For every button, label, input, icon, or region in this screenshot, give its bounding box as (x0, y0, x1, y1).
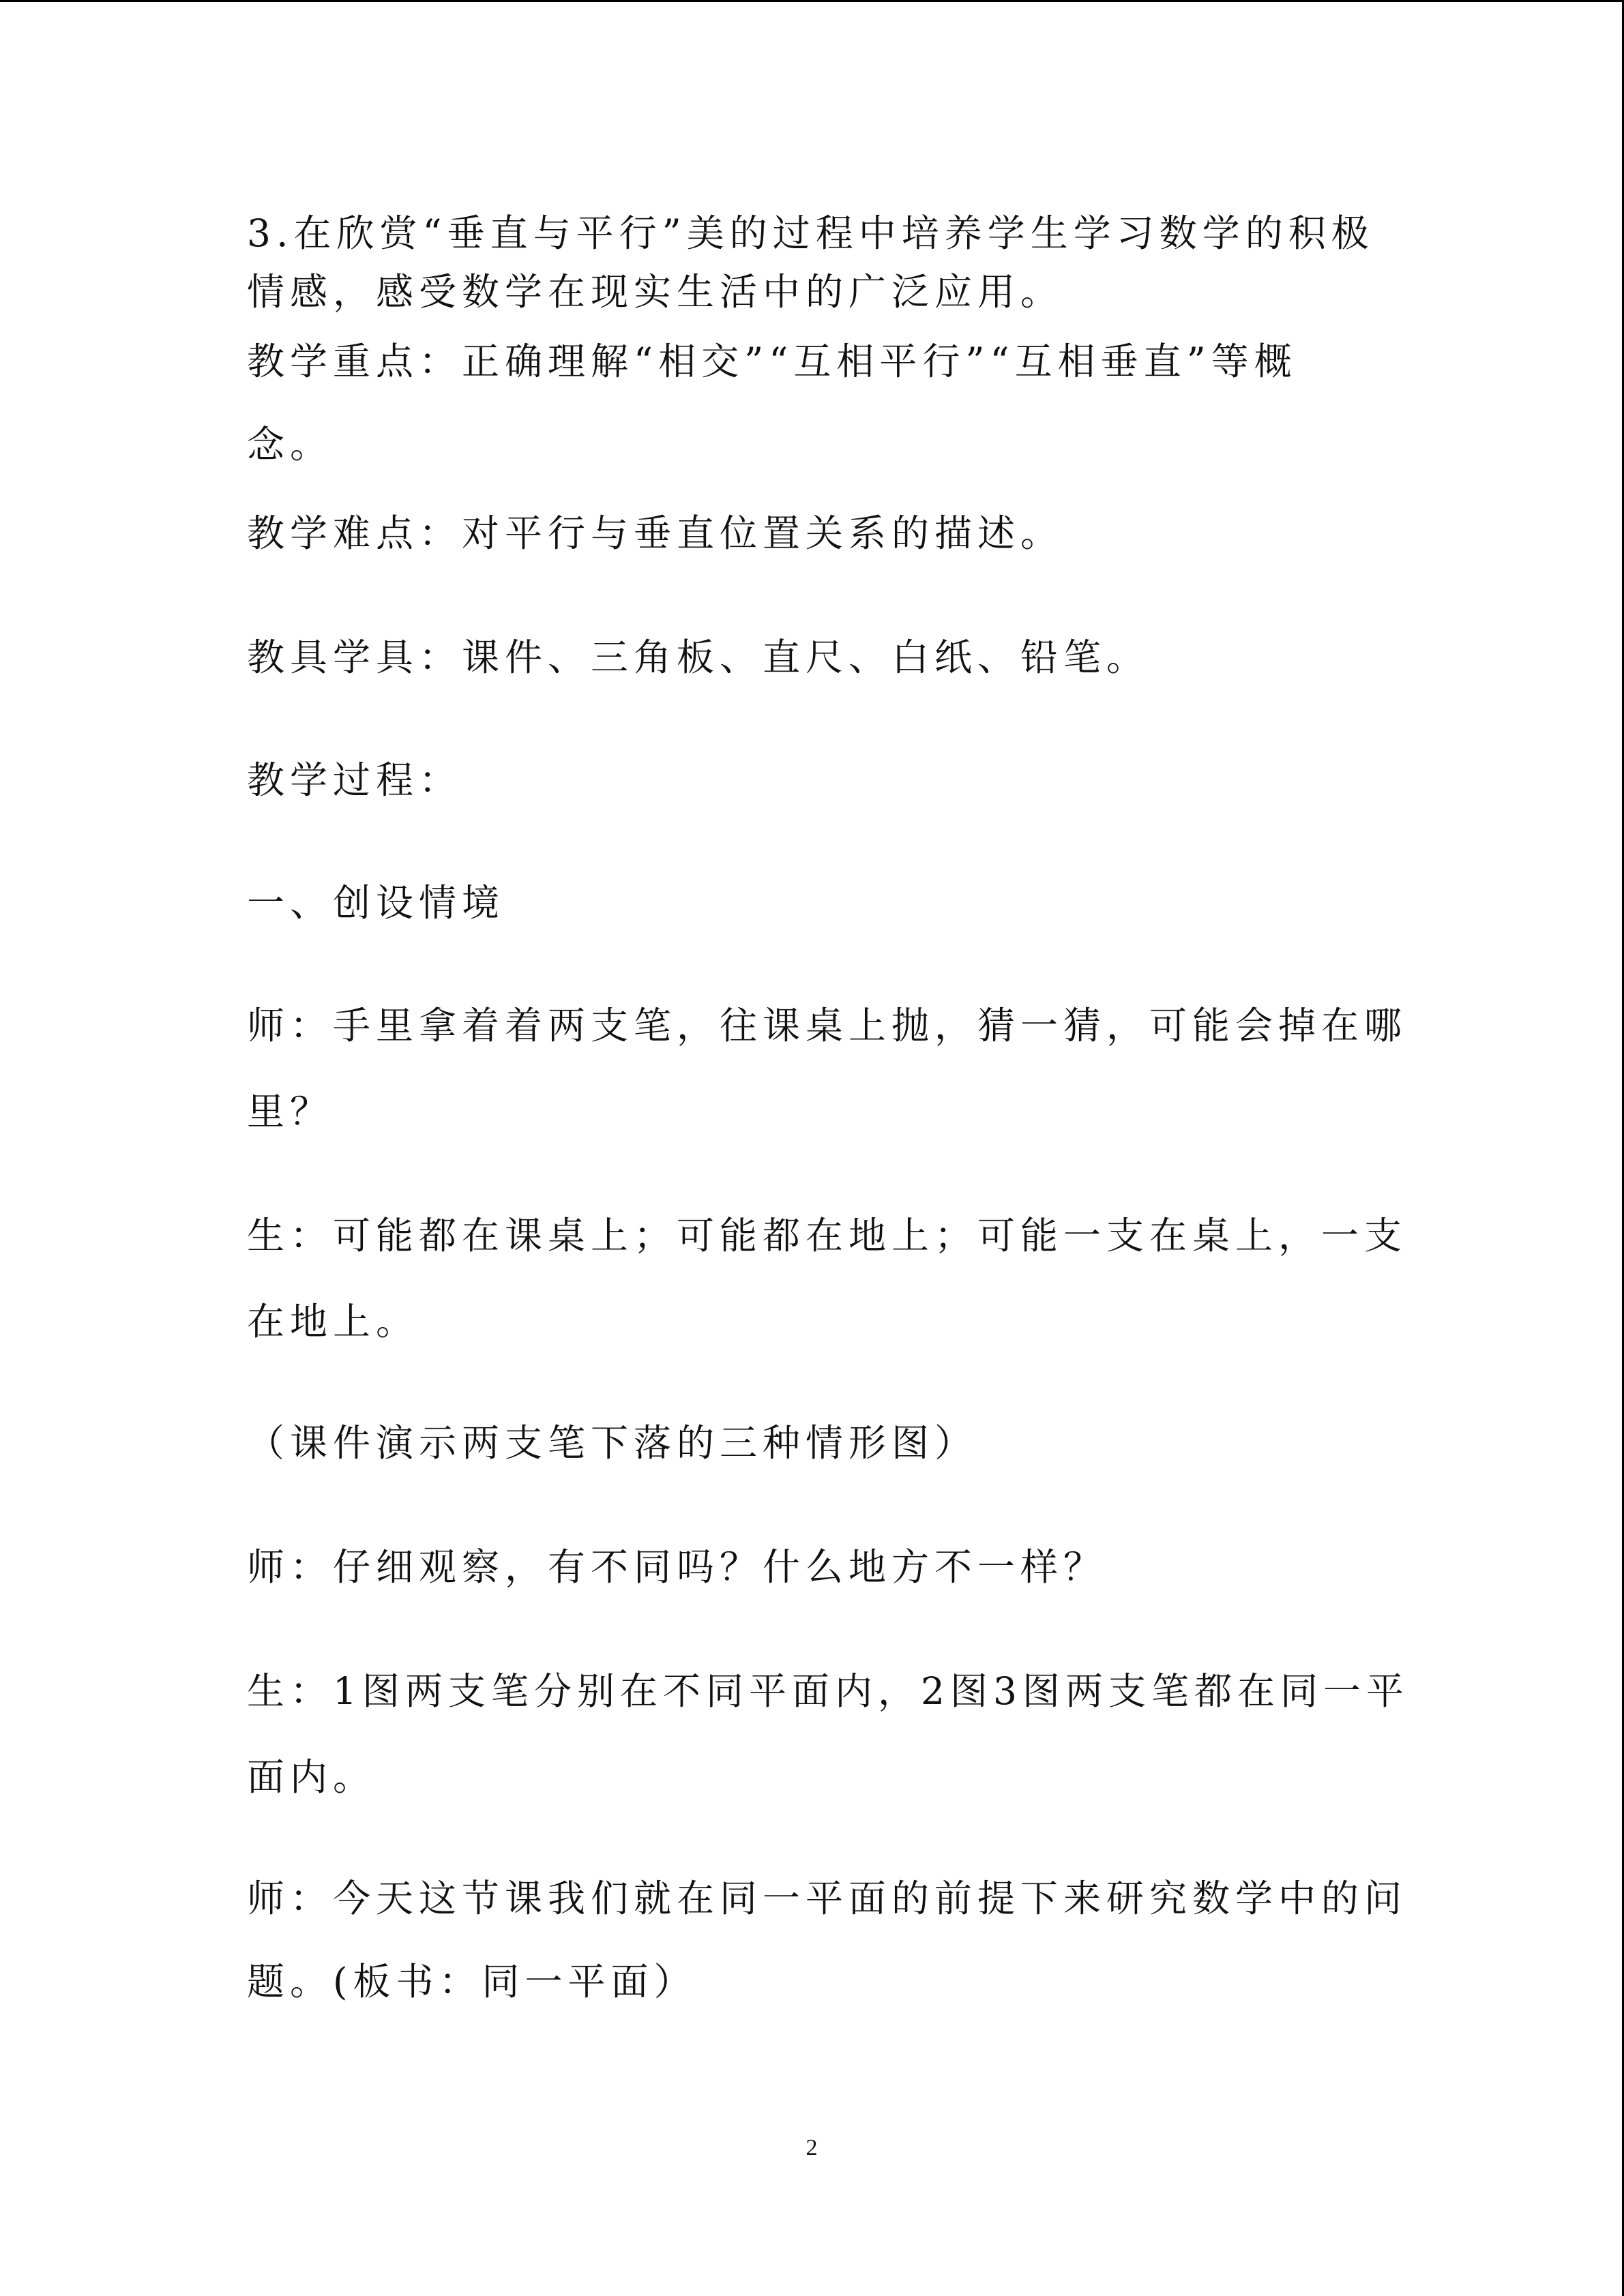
text-line-teacher-3: 师：今天这节课我们就在同一平面的前提下来研究数学中的问 (247, 1877, 1408, 1920)
text-line-student-2-cont: 面内。 (247, 1755, 377, 1799)
text-line-teacher-1: 师：手里拿着着两支笔，往课桌上抛，猜一猜，可能会掉在哪 (247, 1004, 1408, 1047)
text-line-student-2: 生：1图两支笔分别在不同平面内，2图3图两支笔都在同一平 (247, 1669, 1409, 1713)
text-line-courseware-note: （课件演示两支笔下落的三种情形图） (247, 1421, 978, 1465)
text-line-goal-3: 3.在欣赏“垂直与平行”美的过程中培养学生学习数学的积极 (247, 211, 1374, 255)
page-number: 2 (806, 2135, 818, 2160)
section-heading-1: 一、创设情境 (247, 881, 505, 925)
text-line-key-points-cont: 念。 (247, 423, 334, 466)
text-line-teacher-2: 师：仔细观察，有不同吗？什么地方不一样？ (247, 1545, 1107, 1589)
text-line-process-heading: 教学过程： (247, 758, 462, 802)
text-line-student-1-cont: 在地上。 (247, 1300, 419, 1343)
text-line-student-1: 生：可能都在课桌上；可能都在地上；可能一支在桌上，一支 (247, 1214, 1408, 1257)
text-line-teacher-3-cont: 题。(板书：同一平面） (247, 1960, 697, 2003)
text-line-difficulties: 教学难点：对平行与垂直位置关系的描述。 (247, 511, 1064, 555)
text-line-goal-3-cont: 情感，感受数学在现实生活中的广泛应用。 (247, 270, 1064, 314)
text-line-teacher-1-cont: 里？ (247, 1090, 334, 1133)
text-line-teaching-aids: 教具学具：课件、三角板、直尺、白纸、铅笔。 (247, 636, 1150, 679)
text-line-key-points: 教学重点：正确理解“相交”“互相平行”“互相垂直”等概 (247, 340, 1297, 383)
